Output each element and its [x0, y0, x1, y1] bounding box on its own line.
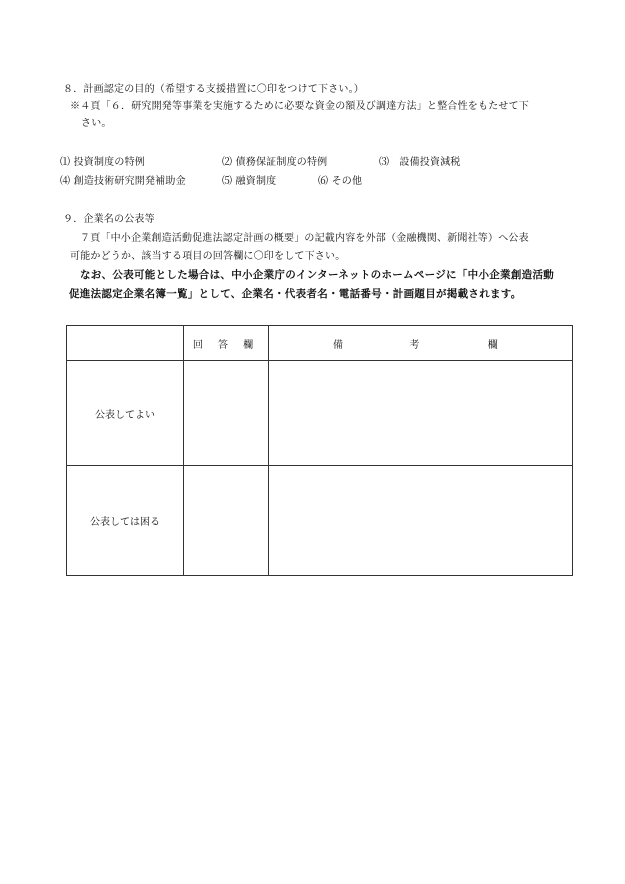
disclosure-answer-table: [66, 325, 573, 576]
option-other[interactable]: ⑹ その他: [318, 176, 363, 187]
section-9-notice: なお、公表可能とした場合は、中小企業庁のインターネットのホームページに「中小企業創造活動: [80, 269, 555, 281]
option-investment-system[interactable]: ⑴ 投資制度の特例: [60, 157, 145, 168]
table-row: [67, 466, 573, 576]
option-debt-guarantee[interactable]: ⑵ 債務保証制度の特例: [222, 157, 328, 168]
row-label-ok-to-publish: 公表してよい: [67, 361, 184, 466]
table-row: [67, 361, 573, 466]
header-remarks: [269, 326, 573, 361]
option-loan-system[interactable]: ⑸ 融資制度: [222, 176, 277, 187]
option-equipment-tax-reduction[interactable]: ⑶ 設備投資減税: [379, 157, 461, 168]
header-remarks-char-3: 欄: [487, 339, 498, 351]
section-8-note: ※４頁「６．研究開発等事業を実施するために必要な資金の額及び調達方法」と整合性をもたせて下: [70, 101, 529, 112]
remarks-cell-not-ok-to-publish[interactable]: [269, 466, 573, 576]
table-header-row: [67, 326, 573, 361]
row-label-not-ok-to-publish: 公表しては困る: [67, 466, 184, 576]
remarks-cell-ok-to-publish[interactable]: [269, 361, 573, 466]
section-9-heading: ９．企業名の公表等: [63, 214, 155, 225]
header-remarks-char-1: 備: [333, 339, 343, 351]
answer-cell-not-ok-to-publish[interactable]: [184, 466, 269, 576]
section-9-instruction: ７頁「中小企業創造活動促進法認定計画の概要」の記載内容を外部（金融機関、新聞社等）へ公表: [80, 233, 529, 244]
answer-cell-ok-to-publish[interactable]: [184, 361, 269, 466]
section-9-notice-continued: 促進法認定企業名簿一覧」として、企業名・代表者名・電話番号・計画題目が掲載されます。: [69, 288, 522, 300]
header-remarks-char-2: 考: [409, 339, 420, 351]
section-8-note-continued: さい。: [81, 118, 112, 129]
section-8-heading: ８．計画認定の目的（希望する支援措置に〇印をつけて下さい。）: [63, 84, 364, 95]
header-answer-label: 回 答 欄: [192, 339, 260, 351]
header-empty-cell: [67, 326, 184, 361]
option-rnd-subsidy[interactable]: ⑷ 創造技術研究開発補助金: [60, 176, 186, 187]
section-9-instruction-continued: 可能かどうか、該当する項目の回答欄に〇印をして下さい。: [70, 251, 346, 262]
header-answer: [184, 326, 269, 361]
